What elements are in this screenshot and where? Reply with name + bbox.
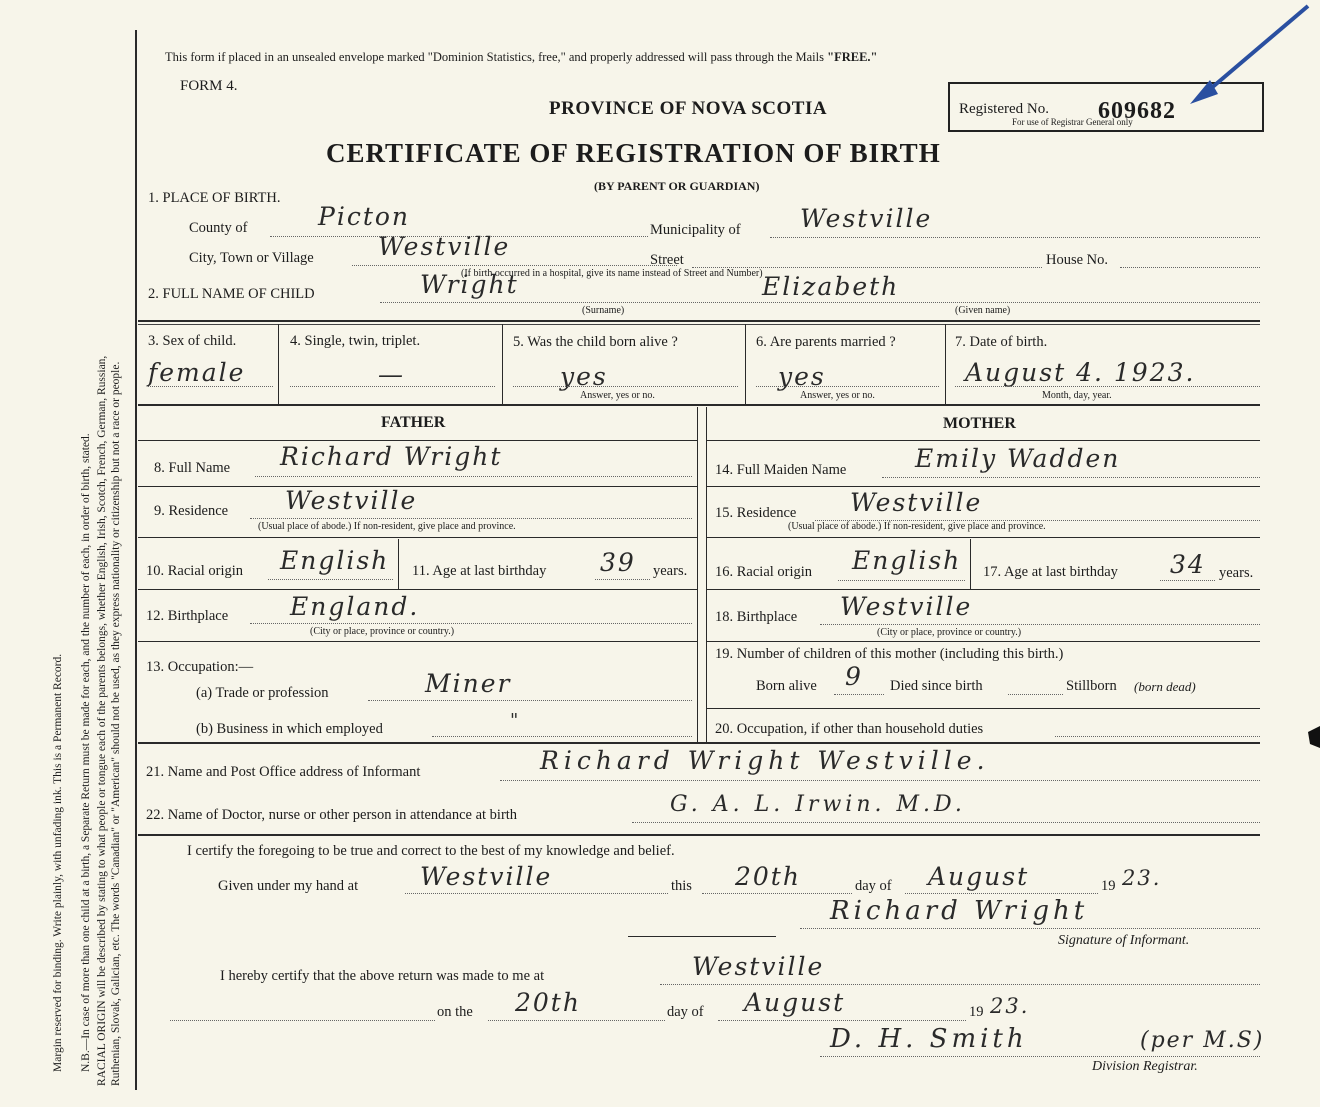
father-age-label: 11. Age at last birthday xyxy=(412,563,547,579)
given-day-value: 20th xyxy=(735,862,801,891)
date-of-birth-caption: Month, day, year. xyxy=(1042,390,1112,401)
province-heading: PROVINCE OF NOVA SCOTIA xyxy=(549,98,828,119)
informant-value: Richard Wright Westville. xyxy=(540,746,990,775)
registered-number-value: 609682 xyxy=(1098,98,1176,124)
mother-residence-note: (Usual place of abode.) If non-resident, give place and province. xyxy=(788,521,1046,532)
mother-age-unit: years. xyxy=(1219,565,1254,581)
informant-signature: Richard Wright xyxy=(830,896,1089,926)
child-surname-value: Wright xyxy=(420,270,519,299)
registrar-year-prefix: 19 xyxy=(969,1004,984,1020)
punch-mark-icon xyxy=(1306,726,1320,748)
pen-arrow-icon xyxy=(1180,0,1320,120)
street-label: Street xyxy=(650,252,684,268)
margin-note-4: Ruthenian, Slovak, Galician, etc. The words "Canadian" or "American" should not be used, as they express nationality or citizenship but not a race or people. xyxy=(110,361,122,1086)
certificate-subtitle: (BY PARENT OR GUARDIAN) xyxy=(594,179,760,193)
municipality-value: Westville xyxy=(800,204,933,233)
father-business-value: " xyxy=(510,710,521,731)
father-birthplace-note: (City or place, province or country.) xyxy=(310,626,455,637)
stillborn-label: Stillborn xyxy=(1066,678,1117,694)
surname-caption: (Surname) xyxy=(582,305,625,316)
parents-married-label: 6. Are parents married ? xyxy=(756,334,896,350)
father-racial-origin-value: English xyxy=(280,546,390,575)
born-alive-label: 5. Was the child born alive ? xyxy=(513,334,678,350)
registrar-signature: D. H. Smith xyxy=(830,1024,1028,1054)
mother-name-value: Emily Wadden xyxy=(915,444,1121,473)
registrar-month-value: August xyxy=(744,988,846,1017)
father-birthplace-label: 12. Birthplace xyxy=(146,608,229,624)
registered-number-note: For use of Registrar General only xyxy=(1012,117,1133,127)
doctor-label: 22. Name of Doctor, nurse or other person in attendance at birth xyxy=(146,807,518,823)
given-place-value: Westville xyxy=(420,862,553,891)
mother-age-label: 17. Age at last birthday xyxy=(983,564,1118,580)
father-occupation-label: 13. Occupation:— xyxy=(146,659,254,675)
father-heading: FATHER xyxy=(381,414,446,431)
mother-birthplace-value: Westville xyxy=(840,592,973,621)
father-name-value: Richard Wright xyxy=(280,442,503,471)
father-business-label: (b) Business in which employed xyxy=(196,721,383,737)
date-of-birth-value: August 4. 1923. xyxy=(965,358,1196,387)
date-of-birth-label: 7. Date of birth. xyxy=(955,334,1048,350)
county-value: Picton xyxy=(318,202,411,231)
died-since-birth-label: Died since birth xyxy=(890,678,983,694)
margin-note-3: RACIAL ORIGIN will be described by stating to what people or tongue each of the parents belongs, whether English, Irish, Scotch, French, German, Russian, xyxy=(96,355,108,1086)
born-alive-value: yes xyxy=(560,362,608,391)
registrar-day-of-label: day of xyxy=(667,1004,704,1020)
single-twin-value: — xyxy=(378,360,405,389)
registrar-place-value: Westville xyxy=(692,952,825,981)
given-under-label: Given under my hand at xyxy=(218,878,359,894)
mail-notice-free: "FREE." xyxy=(827,50,878,64)
mother-age-value: 34 xyxy=(1170,550,1206,579)
born-alive-caption: Answer, yes or no. xyxy=(580,390,655,401)
sex-value: female xyxy=(148,358,246,387)
division-registrar-caption: Division Registrar. xyxy=(1092,1059,1198,1074)
given-name-caption: (Given name) xyxy=(955,305,1011,316)
father-name-label: 8. Full Name xyxy=(154,460,231,476)
given-year-value: 23. xyxy=(1122,866,1162,890)
margin-note-1: Margin reserved for binding. Write plainly, with unfading ink. This is a Permanent Record. xyxy=(52,653,64,1072)
mail-notice-text: This form if placed in an unsealed envelope marked "Dominion Statistics, free," and properly addressed will pass through the Mails xyxy=(165,50,828,64)
father-trade-value: Miner xyxy=(425,669,512,698)
child-name-label: 2. FULL NAME OF CHILD xyxy=(148,286,315,302)
margin-rule xyxy=(135,30,137,1090)
form-number: FORM 4. xyxy=(180,78,238,94)
mother-birthplace-note: (City or place, province or country.) xyxy=(877,627,1022,638)
mother-birthplace-label: 18. Birthplace xyxy=(715,609,798,625)
given-day-of-label: day of xyxy=(855,878,892,894)
hospital-note: (If birth occurred in a hospital, give its name instead of Street and Number) xyxy=(461,268,763,279)
informant-label: 21. Name and Post Office address of Informant xyxy=(146,764,421,780)
mother-children-label: 19. Number of children of this mother (including this birth.) xyxy=(715,646,1064,662)
father-residence-note: (Usual place of abode.) If non-resident, give place and province. xyxy=(258,521,516,532)
certificate-title: CERTIFICATE OF REGISTRATION OF BIRTH xyxy=(326,138,941,168)
stillborn-note: (born dead) xyxy=(1134,679,1196,694)
city-label: City, Town or Village xyxy=(189,250,314,266)
mother-racial-origin-value: English xyxy=(852,546,962,575)
informant-signature-caption: Signature of Informant. xyxy=(1058,933,1190,948)
given-month-value: August xyxy=(928,862,1030,891)
county-label: County of xyxy=(189,220,248,236)
registrar-statement: I hereby certify that the above return was made to me at xyxy=(220,968,545,984)
given-this-label: this xyxy=(671,878,692,894)
mother-name-label: 14. Full Maiden Name xyxy=(715,462,847,478)
registered-number-label: Registered No. xyxy=(959,101,1049,117)
mother-residence-label: 15. Residence xyxy=(715,505,797,521)
given-year-prefix: 19 xyxy=(1101,878,1116,894)
father-racial-origin-label: 10. Racial origin xyxy=(146,563,244,579)
mail-notice xyxy=(165,50,877,65)
born-alive-count-value: 9 xyxy=(845,662,863,691)
father-age-value: 39 xyxy=(600,548,636,577)
parents-married-caption: Answer, yes or no. xyxy=(800,390,875,401)
father-residence-value: Westville xyxy=(285,486,418,515)
margin-note-2: N.B.—In case of more than one child at a birth, a Separate Return must be made for each, and the number of each, in order of birth, stated. xyxy=(80,433,92,1072)
place-of-birth-heading: 1. PLACE OF BIRTH. xyxy=(148,190,281,206)
city-value: Westville xyxy=(378,232,511,261)
mother-occupation-label: 20. Occupation, if other than household duties xyxy=(715,721,984,737)
born-alive-count-label: Born alive xyxy=(756,678,817,694)
registrar-year-value: 23. xyxy=(990,994,1030,1018)
single-twin-label: 4. Single, twin, triplet. xyxy=(290,333,421,349)
father-trade-label: (a) Trade or profession xyxy=(196,685,329,701)
municipality-label: Municipality of xyxy=(650,222,741,238)
house-number-label: House No. xyxy=(1046,252,1109,268)
doctor-value: G. A. L. Irwin. M.D. xyxy=(670,792,966,817)
father-residence-label: 9. Residence xyxy=(154,503,229,519)
registrar-per-note: (per M.S) xyxy=(1140,1028,1265,1053)
mother-heading: MOTHER xyxy=(943,415,1016,432)
registrar-on-the-label: on the xyxy=(437,1004,473,1020)
mother-racial-origin-label: 16. Racial origin xyxy=(715,564,813,580)
sex-label: 3. Sex of child. xyxy=(148,333,237,349)
child-given-name-value: Elizabeth xyxy=(762,272,900,301)
registrar-day-value: 20th xyxy=(515,988,581,1017)
certify-statement: I certify the foregoing to be true and correct to the best of my knowledge and belief. xyxy=(187,843,675,859)
parents-married-value: yes xyxy=(778,362,826,391)
father-birthplace-value: England. xyxy=(290,592,420,621)
mother-residence-value: Westville xyxy=(850,488,983,517)
father-age-unit: years. xyxy=(653,563,688,579)
